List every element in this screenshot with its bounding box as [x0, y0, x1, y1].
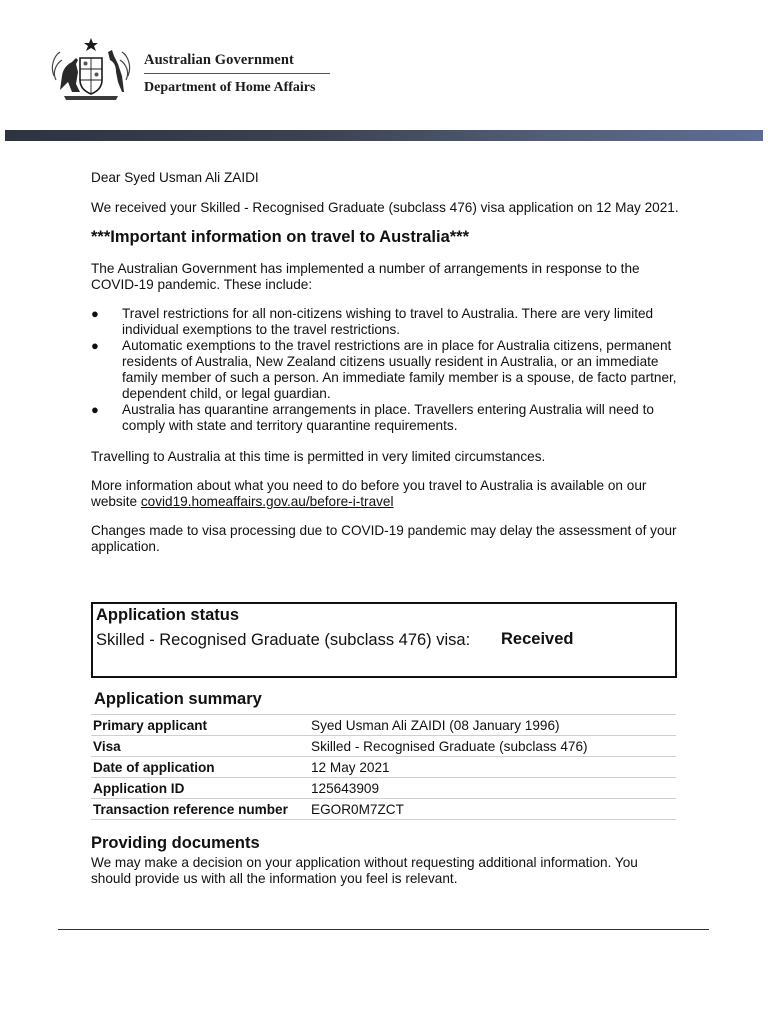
application-summary-table	[91, 714, 676, 820]
salutation: Dear Syed Usman Ali ZAIDI	[91, 170, 259, 185]
row-value: EGOR0M7ZCT	[309, 799, 676, 820]
list-item	[91, 306, 681, 338]
row-label: Application ID	[91, 778, 309, 799]
table-row	[91, 778, 676, 799]
list-item-text: Travel restrictions for all non-citizens wishing to travel to Australia. There are very limited individual exemptions to the travel restrictions.	[122, 306, 654, 337]
intro-paragraph: The Australian Government has implemented a number of arrangements in response to the COVID-19 pandemic. These include:	[91, 261, 640, 292]
list-item	[91, 338, 681, 402]
received-paragraph: We received your Skilled - Recognised Graduate (subclass 476) visa application on 12 May 2021.	[91, 200, 679, 215]
row-value: Skilled - Recognised Graduate (subclass 476)	[309, 736, 676, 757]
summary-title: Application summary	[94, 690, 262, 708]
row-label: Visa	[91, 736, 309, 757]
status-visa-label: Skilled - Recognised Graduate (subclass 476) visa:	[96, 631, 471, 649]
travelling-paragraph: Travelling to Australia at this time is permitted in very limited circumstances.	[91, 449, 546, 464]
footer-divider	[58, 929, 709, 930]
list-item-text: Australia has quarantine arrangements in place. Travellers entering Australia will need to comply with state and territory quarantine requirements.	[122, 402, 654, 433]
status-title: Application status	[96, 606, 240, 624]
row-label: Transaction reference number	[91, 799, 309, 820]
government-name: Australian Government	[144, 52, 294, 68]
letterhead	[0, 0, 768, 130]
header-band	[5, 130, 763, 141]
status-badge: Received	[501, 630, 574, 648]
documents-paragraph: We may make a decision on your application without requesting additional information. You should provide us with all the information you feel is relevant.	[91, 855, 638, 886]
bullet-icon: ●	[91, 338, 99, 353]
before-travel-link[interactable]: covid19.homeaffairs.gov.au/before-i-travel	[140, 494, 394, 509]
row-label: Primary applicant	[91, 715, 309, 736]
table-row	[91, 799, 676, 820]
row-value: 125643909	[309, 778, 676, 799]
important-heading: ***Important information on travel to Australia***	[91, 228, 470, 246]
row-value: Syed Usman Ali ZAIDI (08 January 1996)	[309, 715, 676, 736]
application-status-box	[91, 602, 677, 678]
bullet-icon: ●	[91, 306, 99, 321]
more-info-paragraph	[91, 478, 681, 510]
documents-title: Providing documents	[91, 834, 260, 852]
list-item-text: Automatic exemptions to the travel restrictions are in place for Australia citizens, permanent residents of Australia, New Zealand citizens usually resident in Australia, or an immediate family member of such a person. An immediate family member is a spouse, de facto partner, dependent child, or legal guardian.	[122, 338, 677, 401]
coat-of-arms-icon	[46, 36, 136, 102]
row-label: Date of application	[91, 757, 309, 778]
list-item	[91, 402, 681, 434]
restrictions-list	[91, 306, 681, 434]
row-value: 12 May 2021	[309, 757, 676, 778]
more-info-text: More information about what you need to do before you travel to Australia is available on our website	[91, 478, 647, 509]
department-name: Department of Home Affairs	[144, 80, 316, 95]
table-row	[91, 757, 676, 778]
header-divider	[144, 73, 330, 74]
table-row	[91, 736, 676, 757]
table-row	[91, 715, 676, 736]
changes-paragraph: Changes made to visa processing due to COVID-19 pandemic may delay the assessment of your application.	[91, 523, 677, 554]
letter-body	[91, 170, 681, 555]
bullet-icon: ●	[91, 402, 99, 417]
